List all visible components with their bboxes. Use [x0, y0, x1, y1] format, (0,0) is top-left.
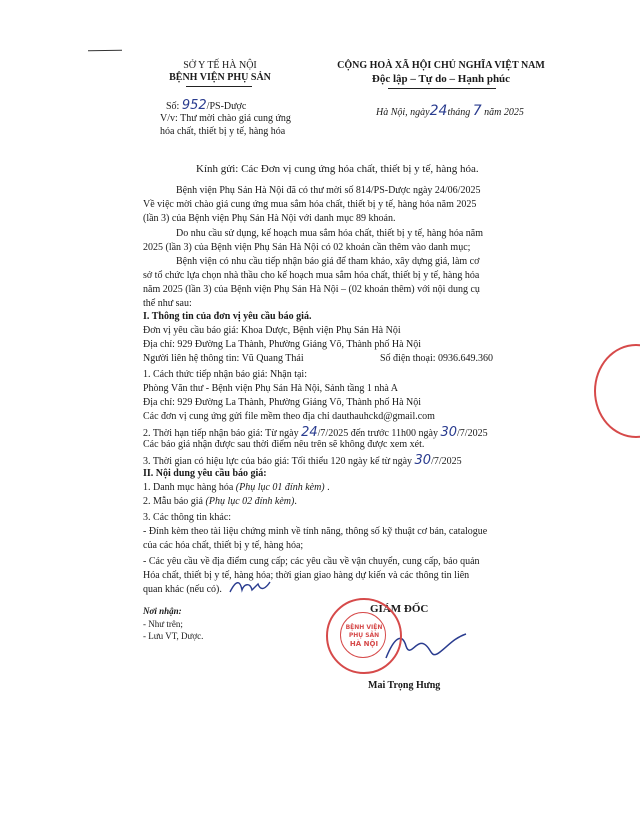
recipient-1: - Như trên; — [143, 619, 183, 629]
body-line-6: Bệnh viện có nhu cầu tiếp nhận báo giá để tham khảo, xây dựng giá, làm cơ — [176, 256, 480, 267]
salutation: Kính gửi: Các Đơn vị cung ứng hóa chất, thiết bị y tế, hàng hóa. — [196, 163, 479, 175]
official-stamp — [326, 598, 402, 674]
subject-line-1: V/v: Thư mời chào giá cung ứng — [160, 113, 291, 124]
validity-day: 30 — [414, 453, 432, 468]
body-line-4: Do nhu cầu sử dụng, kế hoạch mua sắm hóa chất, thiết bị y tế, hàng hóa năm — [176, 228, 484, 239]
nation-motto: Độc lập – Tự do – Hạnh phúc — [371, 73, 511, 85]
body-line-5: 2025 (lần 3) của Bệnh viện Phụ Sản Hà Nội có 02 khoản cần thêm vào danh mục; — [143, 242, 471, 253]
subject-line-2: hóa chất, thiết bị y tế, hàng hóa — [160, 126, 286, 137]
deadline-text-b: /7/2025 đến trước 11h00 ngày — [317, 428, 441, 439]
other-info-bullet-2-line-1: - Các yêu cầu về địa điểm cung cấp; các yêu cầu về vận chuyển, cung cấp, bảo quản — [143, 556, 480, 567]
email-instruction: Các đơn vị cung ứng gửi file mềm theo địa chỉ dauthauhckd@gmail.com — [143, 411, 435, 422]
deadline-day-start: 24 — [301, 425, 318, 440]
quote-template-label: 2. Mẫu báo giá — [143, 496, 206, 507]
requesting-unit: Đơn vị yêu cầu báo giá: Khoa Dược, Bệnh viện Phụ Sản Hà Nội — [143, 325, 401, 336]
hospital-name: BỆNH VIỆN PHỤ SẢN — [169, 72, 271, 83]
goods-list — [143, 482, 330, 493]
quote-template-appendix: (Phụ lục 02 đính kèm) — [205, 496, 295, 507]
stamp-line-1: BỆNH VIỆN — [345, 624, 383, 631]
doc-number-label: Số: — [166, 101, 182, 112]
goods-list-end: . — [324, 482, 330, 493]
validity-text-a: 3. Thời gian có hiệu lực của báo giá: Tối thiểu 120 ngày kể từ ngày — [143, 456, 415, 467]
other-info-heading: 3. Các thông tin khác: — [143, 512, 232, 523]
signatory-title: GIÁM ĐỐC — [370, 603, 429, 615]
body-line-1: Bệnh viện Phụ Sản Hà Nội đã có thư mời số 814/PS-Dược ngày 24/06/2025 — [176, 185, 481, 196]
quote-template — [143, 496, 297, 507]
body-line-3: (lần 3) của Bệnh viện Phụ Sản Hà Nội với danh mục 89 khoản. — [143, 213, 396, 224]
date-suffix: năm 2025 — [484, 107, 524, 118]
body-line-9: thể như sau: — [143, 298, 192, 309]
receipt-method: 1. Cách thức tiếp nhận báo giá: Nhận tại: — [143, 369, 307, 380]
date-day: 24 — [429, 103, 448, 119]
receipt-deadline — [143, 425, 488, 440]
deadline-text-a: 2. Thời hạn tiếp nhận báo giá: Từ ngày — [143, 428, 302, 439]
document-date — [376, 103, 524, 119]
contact-person: Người liên hệ thông tin: Vũ Quang Thái — [143, 353, 304, 364]
quote-validity — [143, 453, 462, 468]
stamp-line-2: PHỤ SẢN — [348, 632, 380, 639]
doc-number-value: 952 — [181, 98, 207, 113]
unit-address: Địa chỉ: 929 Đường La Thành, Phường Giảng Võ, Thành phố Hà Nội — [143, 339, 422, 350]
doc-number — [166, 98, 246, 113]
date-month: 7 — [472, 103, 482, 119]
contact-phone: Số điện thoại: 0936.649.360 — [380, 353, 494, 364]
other-info-bullet-1-line-2: của các hóa chất, thiết bị y tế, hàng hóa; — [143, 540, 304, 551]
section-2-heading: II. Nội dung yêu cầu báo giá: — [143, 468, 267, 479]
hospital-underline — [186, 86, 252, 87]
page-edge-seal — [594, 344, 640, 438]
deadline-day-end: 30 — [440, 425, 458, 440]
section-1-heading: I. Thông tin của đơn vị yêu cầu báo giá. — [143, 311, 312, 322]
receipt-address: Địa chỉ: 929 Đường La Thành, Phường Giảng Võ, Thành phố Hà Nội — [143, 397, 422, 408]
stamp-line-3: HÀ NỘI — [349, 640, 379, 648]
body-line-7: sở tổ chức lựa chọn nhà thầu cho kế hoạch mua sắm hóa chất, thiết bị y tế, hàng hóa — [143, 270, 480, 281]
scan-mark — [88, 50, 122, 52]
receipt-office: Phòng Văn thư - Bệnh viện Phụ Sản Hà Nội, Sảnh tầng 1 nhà A — [143, 383, 398, 394]
nation-name: CỘNG HOÀ XÃ HỘI CHỦ NGHĨA VIỆT NAM — [337, 60, 545, 71]
goods-list-label: 1. Danh mục hàng hóa — [143, 482, 236, 493]
other-info-bullet-1-line-1: - Đính kèm theo tài liệu chứng minh về tính năng, thông số kỹ thuật cơ bản, catalogue — [143, 526, 488, 537]
ministry-name: SỞ Y TẾ HÀ NỘI — [183, 60, 257, 71]
initials-signature — [228, 578, 272, 596]
doc-number-suffix: /PS-Dược — [206, 101, 247, 112]
other-info-bullet-2-line-2: Hóa chất, thiết bị y tế, hàng hóa; thời gian giao hàng dự kiến và các thông tin liên — [143, 570, 470, 581]
validity-text-b: /7/2025 — [431, 456, 462, 467]
goods-list-appendix: (Phụ lục 01 đính kèm) — [235, 482, 325, 493]
deadline-text-c: /7/2025 — [457, 428, 488, 439]
other-info-bullet-2-line-3: quan khác (nếu có). — [143, 584, 222, 595]
deadline-note: Các báo giá nhận được sau thời điểm nêu trên sẽ không được xem xét. — [143, 439, 425, 450]
body-line-8: năm 2025 (lần 3) của Bệnh viện Phụ Sản Hà Nội – (02 khoản thêm) với nội dung cụ — [143, 284, 480, 295]
quote-template-end: . — [294, 496, 297, 507]
recipients-title: Nơi nhận: — [143, 606, 182, 616]
date-prefix: Hà Nội, ngày — [376, 107, 430, 118]
recipient-2: - Lưu VT, Dược. — [143, 631, 204, 641]
signatory-name: Mai Trọng Hưng — [368, 680, 441, 691]
date-mid: tháng — [447, 107, 471, 118]
motto-underline — [388, 88, 496, 89]
body-line-2: Về việc mời chào giá cung ứng mua sắm hóa chất, thiết bị y tế, hàng hóa năm 2025 — [143, 199, 477, 210]
